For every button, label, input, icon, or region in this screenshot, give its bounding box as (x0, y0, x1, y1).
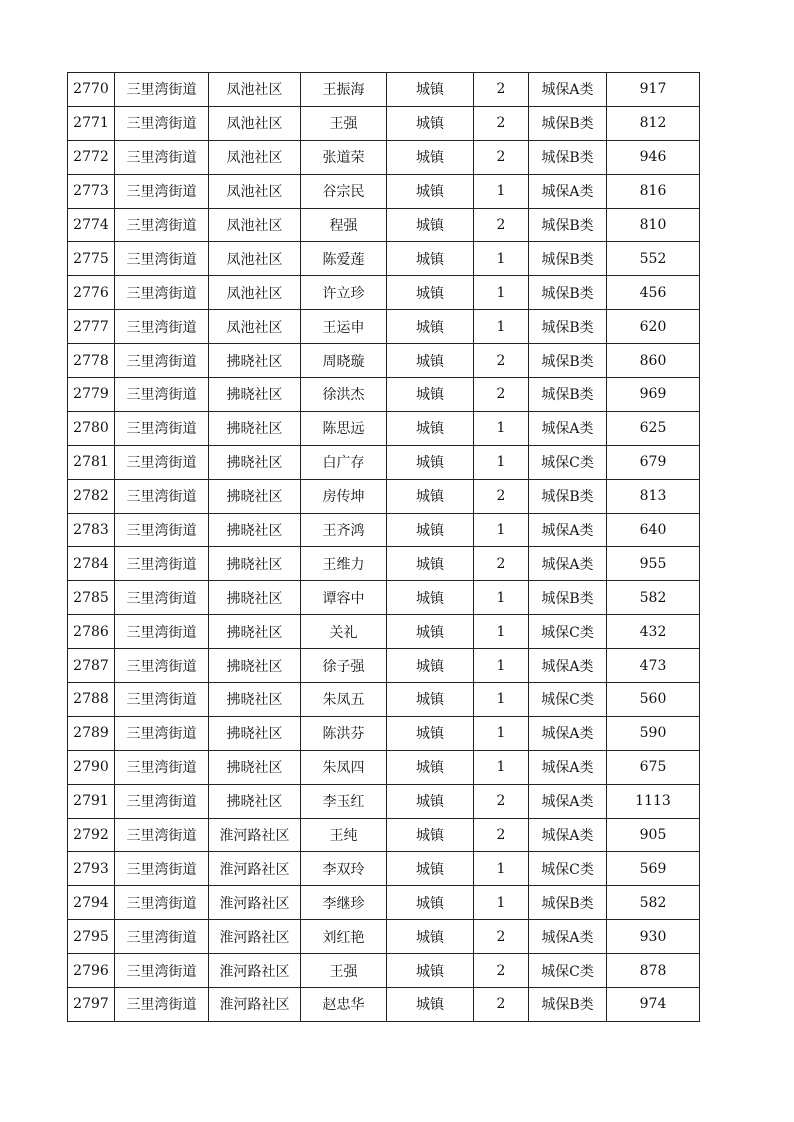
table-row (68, 784, 700, 818)
name-cell: 许立珍 (301, 276, 387, 310)
insurance-type-cell: 城保B类 (529, 378, 607, 412)
row-number: 2797 (68, 988, 115, 1022)
name-cell: 朱凤四 (301, 750, 387, 784)
community-cell: 拂晓社区 (209, 513, 301, 547)
amount-cell: 582 (607, 581, 700, 615)
amount-cell: 552 (607, 242, 700, 276)
name-cell: 房传坤 (301, 479, 387, 513)
community-cell: 拂晓社区 (209, 479, 301, 513)
amount-cell: 560 (607, 683, 700, 717)
area-type-cell: 城镇 (387, 106, 474, 140)
table-row (68, 140, 700, 174)
table-row (68, 716, 700, 750)
area-type-cell: 城镇 (387, 445, 474, 479)
insurance-type-cell: 城保A类 (529, 174, 607, 208)
insurance-type-cell: 城保A类 (529, 547, 607, 581)
row-number: 2770 (68, 73, 115, 107)
row-number: 2772 (68, 140, 115, 174)
street-cell: 三里湾街道 (115, 750, 209, 784)
table-row (68, 886, 700, 920)
household-count-cell: 1 (474, 750, 529, 784)
community-cell: 淮河路社区 (209, 988, 301, 1022)
community-cell: 拂晓社区 (209, 445, 301, 479)
name-cell: 王振海 (301, 73, 387, 107)
community-cell: 拂晓社区 (209, 581, 301, 615)
household-count-cell: 2 (474, 106, 529, 140)
amount-cell: 905 (607, 818, 700, 852)
name-cell: 陈爱莲 (301, 242, 387, 276)
name-cell: 朱凤五 (301, 683, 387, 717)
street-cell: 三里湾街道 (115, 276, 209, 310)
community-cell: 拂晓社区 (209, 411, 301, 445)
area-type-cell: 城镇 (387, 920, 474, 954)
household-count-cell: 1 (474, 886, 529, 920)
area-type-cell: 城镇 (387, 784, 474, 818)
row-number: 2777 (68, 310, 115, 344)
area-type-cell: 城镇 (387, 818, 474, 852)
street-cell: 三里湾街道 (115, 208, 209, 242)
household-count-cell: 1 (474, 852, 529, 886)
community-cell: 拂晓社区 (209, 784, 301, 818)
household-count-cell: 1 (474, 411, 529, 445)
insurance-type-cell: 城保C类 (529, 852, 607, 886)
row-number: 2784 (68, 547, 115, 581)
table-row (68, 479, 700, 513)
household-count-cell: 1 (474, 649, 529, 683)
amount-cell: 813 (607, 479, 700, 513)
amount-cell: 955 (607, 547, 700, 581)
name-cell: 陈洪芬 (301, 716, 387, 750)
name-cell: 谷宗民 (301, 174, 387, 208)
area-type-cell: 城镇 (387, 954, 474, 988)
household-count-cell: 2 (474, 479, 529, 513)
amount-cell: 917 (607, 73, 700, 107)
insurance-type-cell: 城保B类 (529, 344, 607, 378)
street-cell: 三里湾街道 (115, 649, 209, 683)
table-row (68, 649, 700, 683)
street-cell: 三里湾街道 (115, 106, 209, 140)
row-number: 2791 (68, 784, 115, 818)
household-count-cell: 2 (474, 988, 529, 1022)
area-type-cell: 城镇 (387, 852, 474, 886)
street-cell: 三里湾街道 (115, 445, 209, 479)
street-cell: 三里湾街道 (115, 242, 209, 276)
insurance-type-cell: 城保A类 (529, 513, 607, 547)
table-row (68, 988, 700, 1022)
community-cell: 凤池社区 (209, 310, 301, 344)
row-number: 2788 (68, 683, 115, 717)
insurance-type-cell: 城保A类 (529, 649, 607, 683)
area-type-cell: 城镇 (387, 479, 474, 513)
area-type-cell: 城镇 (387, 310, 474, 344)
amount-cell: 569 (607, 852, 700, 886)
insurance-type-cell: 城保B类 (529, 242, 607, 276)
street-cell: 三里湾街道 (115, 479, 209, 513)
area-type-cell: 城镇 (387, 242, 474, 276)
community-cell: 凤池社区 (209, 242, 301, 276)
row-number: 2780 (68, 411, 115, 445)
amount-cell: 675 (607, 750, 700, 784)
name-cell: 王维力 (301, 547, 387, 581)
area-type-cell: 城镇 (387, 344, 474, 378)
amount-cell: 473 (607, 649, 700, 683)
insurance-type-cell: 城保A类 (529, 818, 607, 852)
community-cell: 凤池社区 (209, 106, 301, 140)
street-cell: 三里湾街道 (115, 310, 209, 344)
row-number: 2786 (68, 615, 115, 649)
row-number: 2789 (68, 716, 115, 750)
street-cell: 三里湾街道 (115, 954, 209, 988)
name-cell: 白广存 (301, 445, 387, 479)
community-cell: 拂晓社区 (209, 378, 301, 412)
community-cell: 凤池社区 (209, 174, 301, 208)
row-number: 2775 (68, 242, 115, 276)
name-cell: 王强 (301, 954, 387, 988)
name-cell: 张道荣 (301, 140, 387, 174)
insurance-type-cell: 城保B类 (529, 581, 607, 615)
insurance-type-cell: 城保B类 (529, 886, 607, 920)
amount-cell: 878 (607, 954, 700, 988)
table-row (68, 344, 700, 378)
insurance-type-cell: 城保A类 (529, 784, 607, 818)
community-cell: 淮河路社区 (209, 818, 301, 852)
insurance-type-cell: 城保B类 (529, 140, 607, 174)
name-cell: 王运申 (301, 310, 387, 344)
community-cell: 拂晓社区 (209, 615, 301, 649)
name-cell: 李玉红 (301, 784, 387, 818)
area-type-cell: 城镇 (387, 378, 474, 412)
row-number: 2779 (68, 378, 115, 412)
area-type-cell: 城镇 (387, 750, 474, 784)
table-row (68, 106, 700, 140)
street-cell: 三里湾街道 (115, 852, 209, 886)
row-number: 2773 (68, 174, 115, 208)
name-cell: 王强 (301, 106, 387, 140)
street-cell: 三里湾街道 (115, 344, 209, 378)
household-count-cell: 2 (474, 547, 529, 581)
name-cell: 李双玲 (301, 852, 387, 886)
household-count-cell: 2 (474, 818, 529, 852)
area-type-cell: 城镇 (387, 649, 474, 683)
community-cell: 淮河路社区 (209, 886, 301, 920)
household-count-cell: 1 (474, 276, 529, 310)
amount-cell: 860 (607, 344, 700, 378)
street-cell: 三里湾街道 (115, 581, 209, 615)
area-type-cell: 城镇 (387, 547, 474, 581)
amount-cell: 946 (607, 140, 700, 174)
row-number: 2793 (68, 852, 115, 886)
street-cell: 三里湾街道 (115, 73, 209, 107)
amount-cell: 620 (607, 310, 700, 344)
name-cell: 刘红艳 (301, 920, 387, 954)
household-count-cell: 1 (474, 445, 529, 479)
row-number: 2790 (68, 750, 115, 784)
row-number: 2778 (68, 344, 115, 378)
table-row (68, 547, 700, 581)
community-cell: 凤池社区 (209, 276, 301, 310)
household-count-cell: 2 (474, 378, 529, 412)
household-count-cell: 1 (474, 174, 529, 208)
insurance-type-cell: 城保B类 (529, 988, 607, 1022)
street-cell: 三里湾街道 (115, 784, 209, 818)
household-count-cell: 1 (474, 310, 529, 344)
household-count-cell: 2 (474, 73, 529, 107)
table-row (68, 310, 700, 344)
household-count-cell: 2 (474, 208, 529, 242)
insurance-type-cell: 城保B类 (529, 106, 607, 140)
household-count-cell: 2 (474, 920, 529, 954)
household-count-cell: 1 (474, 581, 529, 615)
table-row (68, 411, 700, 445)
name-cell: 王齐鸿 (301, 513, 387, 547)
insurance-type-cell: 城保A类 (529, 750, 607, 784)
table-row (68, 954, 700, 988)
name-cell: 李继珍 (301, 886, 387, 920)
name-cell: 周晓璇 (301, 344, 387, 378)
table-row (68, 750, 700, 784)
name-cell: 王纯 (301, 818, 387, 852)
household-count-cell: 2 (474, 784, 529, 818)
household-count-cell: 1 (474, 242, 529, 276)
amount-cell: 456 (607, 276, 700, 310)
name-cell: 徐子强 (301, 649, 387, 683)
name-cell: 陈思远 (301, 411, 387, 445)
table-row (68, 920, 700, 954)
row-number: 2795 (68, 920, 115, 954)
name-cell: 徐洪杰 (301, 378, 387, 412)
community-cell: 淮河路社区 (209, 920, 301, 954)
insurance-type-cell: 城保A类 (529, 73, 607, 107)
amount-cell: 812 (607, 106, 700, 140)
area-type-cell: 城镇 (387, 73, 474, 107)
street-cell: 三里湾街道 (115, 683, 209, 717)
household-count-cell: 1 (474, 716, 529, 750)
community-cell: 凤池社区 (209, 73, 301, 107)
name-cell: 赵忠华 (301, 988, 387, 1022)
household-count-cell: 1 (474, 683, 529, 717)
household-count-cell: 1 (474, 513, 529, 547)
insurance-type-cell: 城保C类 (529, 954, 607, 988)
row-number: 2792 (68, 818, 115, 852)
community-cell: 拂晓社区 (209, 344, 301, 378)
table-row (68, 581, 700, 615)
community-cell: 凤池社区 (209, 208, 301, 242)
street-cell: 三里湾街道 (115, 818, 209, 852)
row-number: 2796 (68, 954, 115, 988)
street-cell: 三里湾街道 (115, 411, 209, 445)
household-count-cell: 1 (474, 615, 529, 649)
amount-cell: 432 (607, 615, 700, 649)
amount-cell: 590 (607, 716, 700, 750)
community-cell: 拂晓社区 (209, 683, 301, 717)
street-cell: 三里湾街道 (115, 378, 209, 412)
household-count-cell: 2 (474, 954, 529, 988)
street-cell: 三里湾街道 (115, 140, 209, 174)
street-cell: 三里湾街道 (115, 513, 209, 547)
insurance-type-cell: 城保B类 (529, 208, 607, 242)
area-type-cell: 城镇 (387, 411, 474, 445)
street-cell: 三里湾街道 (115, 174, 209, 208)
insurance-type-cell: 城保C类 (529, 683, 607, 717)
amount-cell: 930 (607, 920, 700, 954)
table-row (68, 73, 700, 107)
insurance-type-cell: 城保B类 (529, 479, 607, 513)
street-cell: 三里湾街道 (115, 716, 209, 750)
area-type-cell: 城镇 (387, 615, 474, 649)
row-number: 2783 (68, 513, 115, 547)
amount-cell: 974 (607, 988, 700, 1022)
table-row (68, 615, 700, 649)
community-cell: 拂晓社区 (209, 649, 301, 683)
amount-cell: 810 (607, 208, 700, 242)
name-cell: 关礼 (301, 615, 387, 649)
community-cell: 拂晓社区 (209, 716, 301, 750)
community-cell: 淮河路社区 (209, 954, 301, 988)
amount-cell: 969 (607, 378, 700, 412)
insurance-type-cell: 城保A类 (529, 411, 607, 445)
area-type-cell: 城镇 (387, 886, 474, 920)
amount-cell: 1113 (607, 784, 700, 818)
row-number: 2771 (68, 106, 115, 140)
row-number: 2785 (68, 581, 115, 615)
community-cell: 拂晓社区 (209, 750, 301, 784)
table-row (68, 242, 700, 276)
amount-cell: 816 (607, 174, 700, 208)
amount-cell: 582 (607, 886, 700, 920)
community-cell: 淮河路社区 (209, 852, 301, 886)
area-type-cell: 城镇 (387, 683, 474, 717)
street-cell: 三里湾街道 (115, 920, 209, 954)
insurance-type-cell: 城保A类 (529, 920, 607, 954)
amount-cell: 625 (607, 411, 700, 445)
household-count-cell: 2 (474, 344, 529, 378)
row-number: 2782 (68, 479, 115, 513)
street-cell: 三里湾街道 (115, 886, 209, 920)
area-type-cell: 城镇 (387, 581, 474, 615)
insurance-type-cell: 城保C类 (529, 615, 607, 649)
area-type-cell: 城镇 (387, 276, 474, 310)
table-body (68, 73, 700, 1022)
table-row (68, 683, 700, 717)
table-row (68, 445, 700, 479)
area-type-cell: 城镇 (387, 988, 474, 1022)
insurance-type-cell: 城保C类 (529, 445, 607, 479)
row-number: 2787 (68, 649, 115, 683)
amount-cell: 640 (607, 513, 700, 547)
table-row (68, 818, 700, 852)
table-row (68, 208, 700, 242)
name-cell: 谭容中 (301, 581, 387, 615)
row-number: 2794 (68, 886, 115, 920)
insurance-type-cell: 城保B类 (529, 276, 607, 310)
row-number: 2781 (68, 445, 115, 479)
table-row (68, 378, 700, 412)
table-row (68, 174, 700, 208)
row-number: 2774 (68, 208, 115, 242)
amount-cell: 679 (607, 445, 700, 479)
table-row (68, 276, 700, 310)
insurance-type-cell: 城保B类 (529, 310, 607, 344)
table-row (68, 513, 700, 547)
community-cell: 凤池社区 (209, 140, 301, 174)
area-type-cell: 城镇 (387, 140, 474, 174)
street-cell: 三里湾街道 (115, 615, 209, 649)
household-count-cell: 2 (474, 140, 529, 174)
area-type-cell: 城镇 (387, 174, 474, 208)
data-table (67, 72, 700, 1022)
area-type-cell: 城镇 (387, 513, 474, 547)
insurance-type-cell: 城保A类 (529, 716, 607, 750)
street-cell: 三里湾街道 (115, 547, 209, 581)
street-cell: 三里湾街道 (115, 988, 209, 1022)
area-type-cell: 城镇 (387, 208, 474, 242)
table-row (68, 852, 700, 886)
name-cell: 程强 (301, 208, 387, 242)
row-number: 2776 (68, 276, 115, 310)
community-cell: 拂晓社区 (209, 547, 301, 581)
area-type-cell: 城镇 (387, 716, 474, 750)
